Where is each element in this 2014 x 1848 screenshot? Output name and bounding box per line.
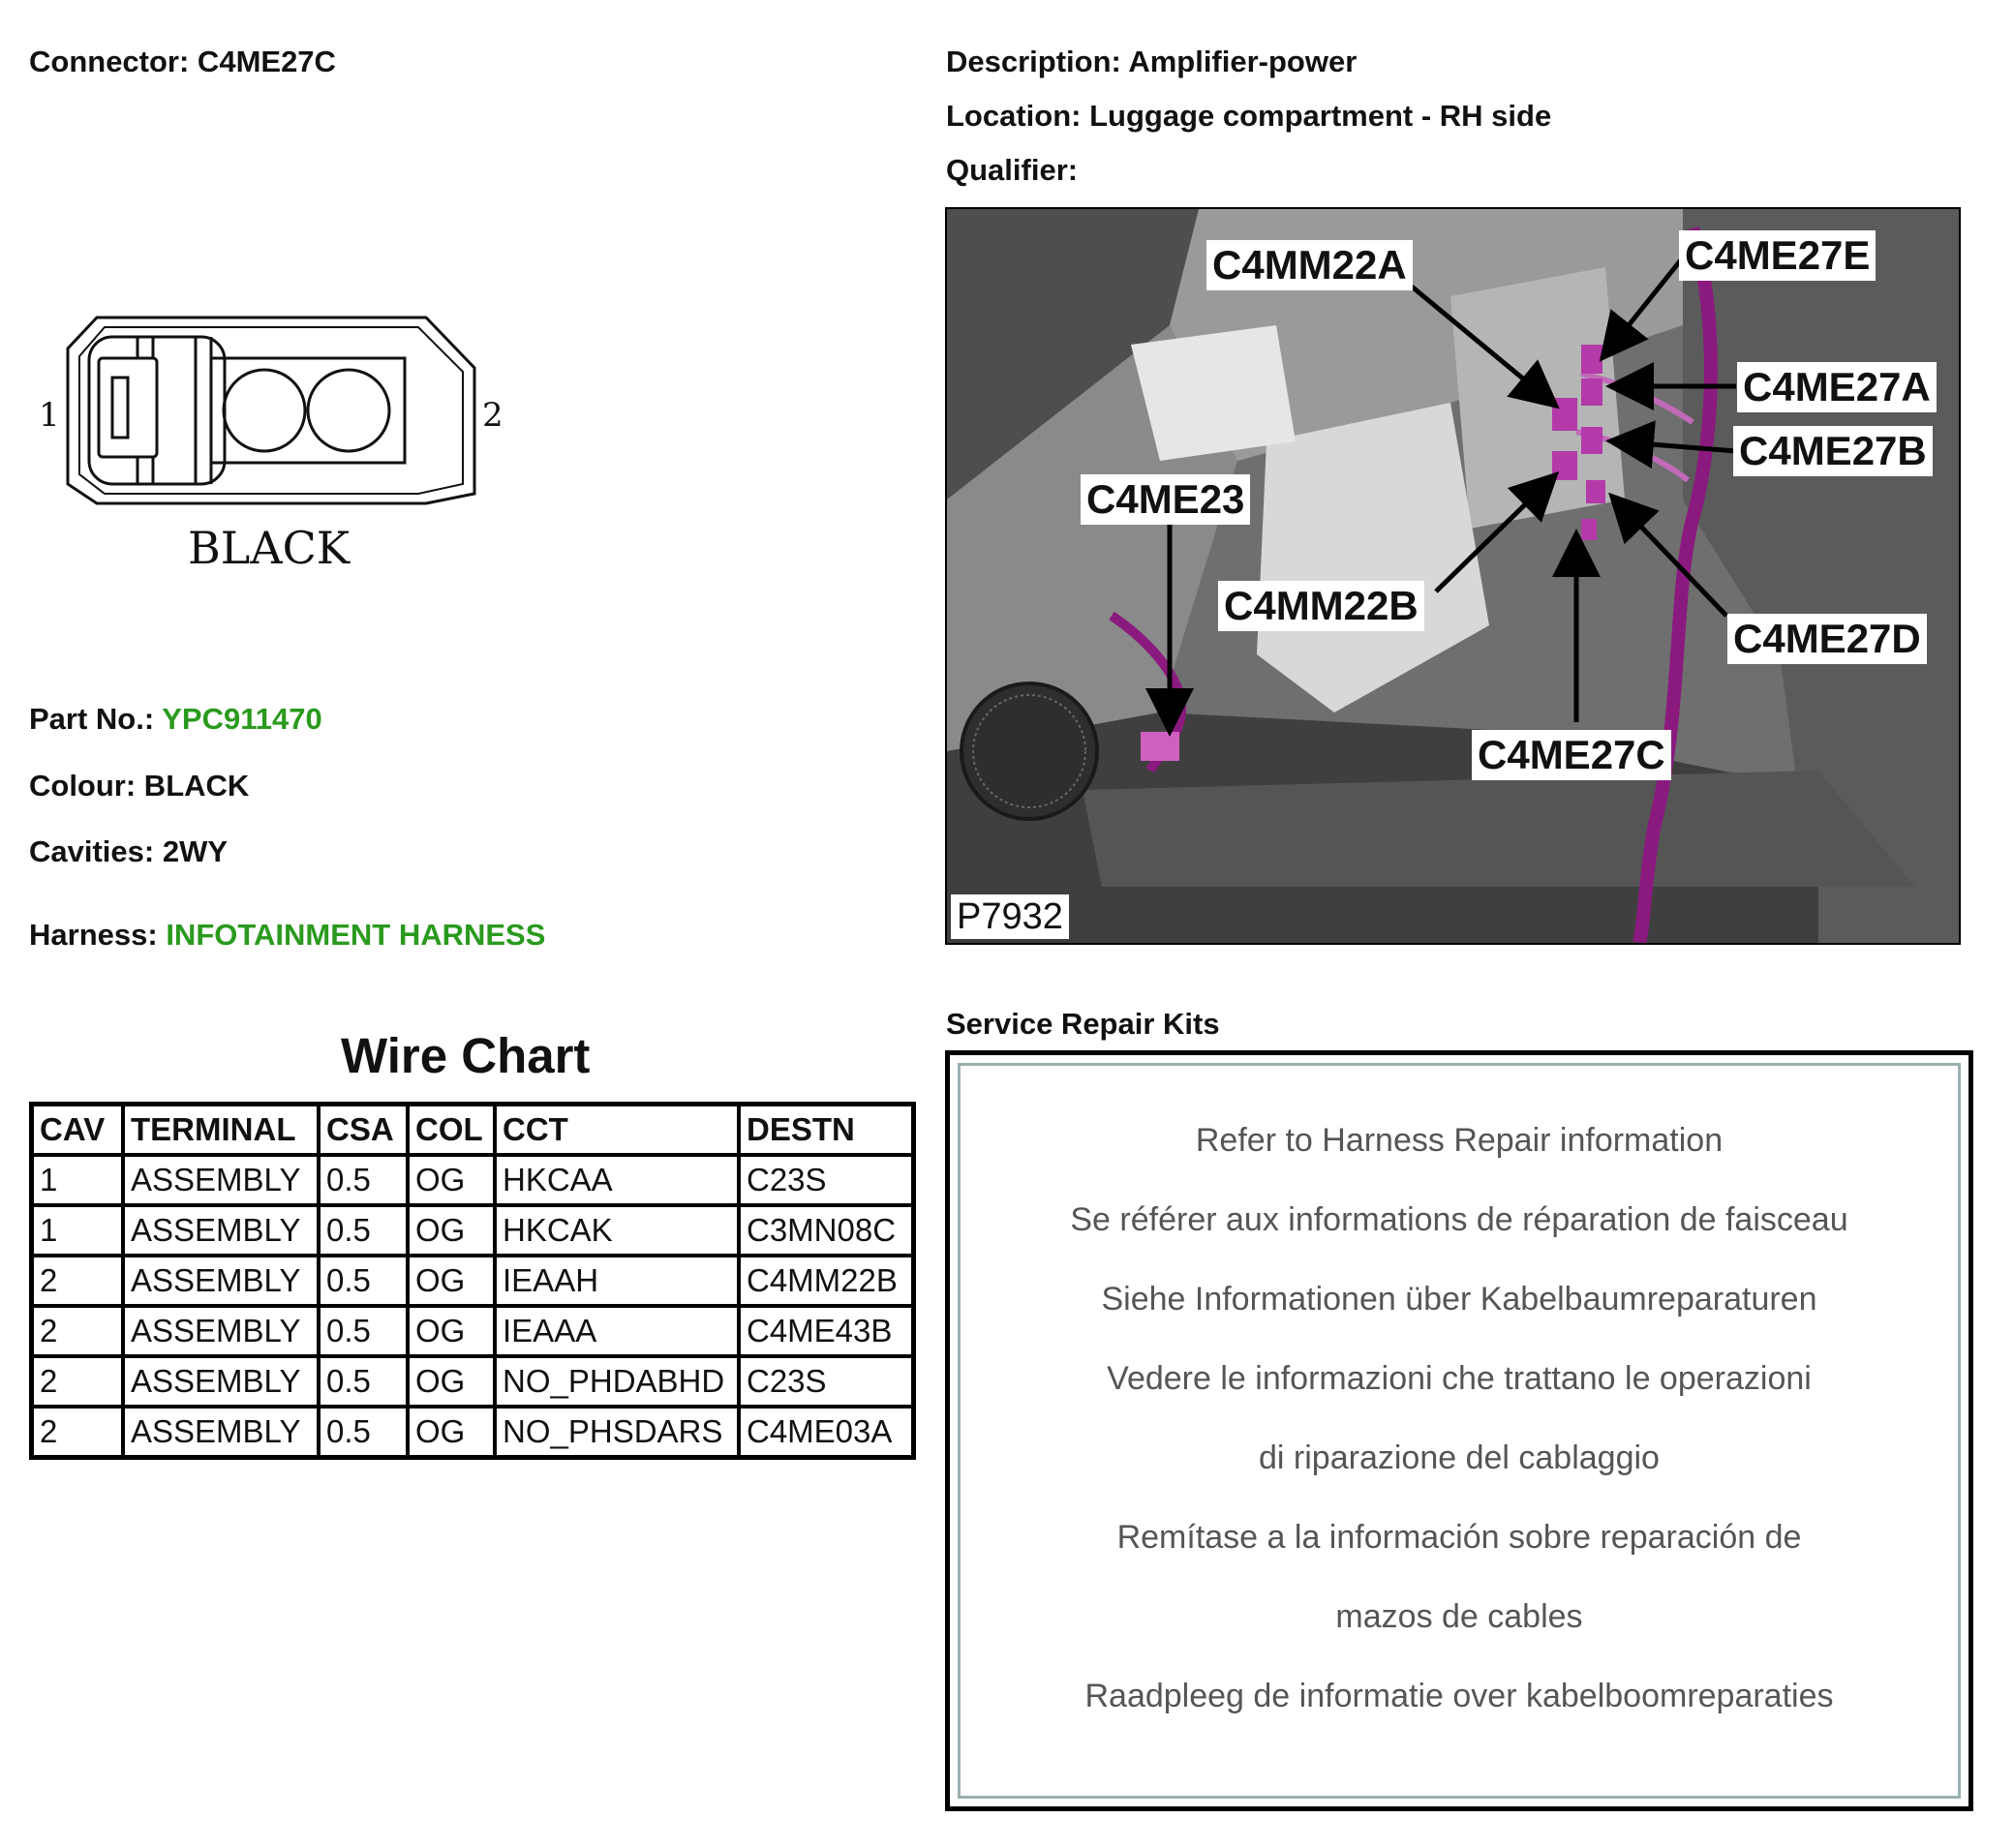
figure-id: P7932 bbox=[951, 894, 1069, 939]
srk-line: Remítase a la información sobre reparación de bbox=[1116, 1519, 1802, 1556]
col-header-cct: CCT bbox=[495, 1105, 739, 1156]
colour-label: Colour: BLACK bbox=[29, 769, 250, 803]
cell-csa: 0.5 bbox=[319, 1407, 408, 1458]
col-header-cav: CAV bbox=[32, 1105, 124, 1156]
cell-csa: 0.5 bbox=[319, 1155, 408, 1205]
cell-cct: IEAAA bbox=[495, 1306, 739, 1356]
callout-c4me27c: C4ME27C bbox=[1472, 730, 1671, 780]
cavity-1 bbox=[224, 370, 305, 451]
harness-row bbox=[29, 918, 545, 953]
cell-terminal: ASSEMBLY bbox=[123, 1356, 319, 1407]
srk-line: mazos de cables bbox=[1335, 1598, 1583, 1635]
cell-terminal: ASSEMBLY bbox=[123, 1205, 319, 1256]
part-no-label: Part No.: bbox=[29, 702, 155, 736]
cell-terminal: ASSEMBLY bbox=[123, 1256, 319, 1306]
connector-colour-text: BLACK bbox=[188, 522, 351, 574]
cell-csa: 0.5 bbox=[319, 1306, 408, 1356]
callout-c4mm22b: C4MM22B bbox=[1218, 581, 1424, 631]
qualifier-label: Qualifier: bbox=[946, 153, 1079, 187]
connector-c4me27d bbox=[1586, 480, 1605, 503]
cell-csa: 0.5 bbox=[319, 1205, 408, 1256]
harness-label: Harness: bbox=[29, 918, 158, 952]
callout-c4mm22a: C4MM22A bbox=[1206, 240, 1413, 290]
cell-cav: 2 bbox=[32, 1306, 124, 1356]
cell-csa: 0.5 bbox=[319, 1256, 408, 1306]
cell-col: OG bbox=[408, 1155, 495, 1205]
wire-chart-header-row bbox=[32, 1105, 914, 1156]
wire-chart-title: Wire Chart bbox=[341, 1028, 591, 1083]
table-row bbox=[32, 1306, 914, 1356]
table-row bbox=[32, 1407, 914, 1458]
table-row bbox=[32, 1256, 914, 1306]
cell-col: OG bbox=[408, 1356, 495, 1407]
callout-c4me27b: C4ME27B bbox=[1733, 426, 1933, 476]
cavities-label: Cavities: 2WY bbox=[29, 834, 229, 868]
cavity-2 bbox=[308, 370, 389, 451]
cell-cav: 1 bbox=[32, 1155, 124, 1205]
srk-line: di riparazione del cablaggio bbox=[1259, 1439, 1660, 1476]
srk-line: Vedere le informazioni che trattano le operazioni bbox=[1107, 1360, 1812, 1397]
cell-cav: 2 bbox=[32, 1356, 124, 1407]
table-row bbox=[32, 1205, 914, 1256]
callout-c4me27d: C4ME27D bbox=[1727, 614, 1927, 664]
connector-c4me27a bbox=[1581, 379, 1602, 406]
cell-destn: C23S bbox=[739, 1155, 914, 1205]
col-header-col: COL bbox=[408, 1105, 495, 1156]
description-label: Description: Amplifier-power bbox=[946, 45, 1358, 78]
connector-c4me23 bbox=[1141, 732, 1179, 761]
callout-c4me27e: C4ME27E bbox=[1679, 230, 1876, 281]
cell-terminal: ASSEMBLY bbox=[123, 1306, 319, 1356]
pin-1-label: 1 bbox=[39, 396, 60, 435]
connector-c4mm22a bbox=[1552, 398, 1577, 431]
cell-destn: C3MN08C bbox=[739, 1205, 914, 1256]
cell-cav: 2 bbox=[32, 1256, 124, 1306]
service-repair-kits-box bbox=[945, 1050, 1973, 1811]
srk-line: Refer to Harness Repair information bbox=[1195, 1122, 1724, 1159]
cell-destn: C4MM22B bbox=[739, 1256, 914, 1306]
cell-destn: C4ME03A bbox=[739, 1407, 914, 1458]
cell-cct: NO_PHSDARS bbox=[495, 1407, 739, 1458]
cell-cct: HKCAK bbox=[495, 1205, 739, 1256]
col-header-destn: DESTN bbox=[739, 1105, 914, 1156]
cell-col: OG bbox=[408, 1205, 495, 1256]
cell-destn: C23S bbox=[739, 1356, 914, 1407]
connector-c4me27e bbox=[1581, 345, 1602, 374]
location-label: Location: Luggage compartment - RH side bbox=[946, 99, 1552, 133]
cell-terminal: ASSEMBLY bbox=[123, 1407, 319, 1458]
table-row bbox=[32, 1356, 914, 1407]
srk-line: Se référer aux informations de réparation de faisceau bbox=[1070, 1201, 1848, 1238]
connector-face-diagram bbox=[29, 310, 533, 581]
col-header-terminal: TERMINAL bbox=[123, 1105, 319, 1156]
cell-csa: 0.5 bbox=[319, 1356, 408, 1407]
service-repair-kits-title: Service Repair Kits bbox=[946, 1007, 1220, 1041]
cell-cct: IEAAH bbox=[495, 1256, 739, 1306]
connector-c4me27c bbox=[1581, 519, 1597, 540]
cell-col: OG bbox=[408, 1407, 495, 1458]
col-header-csa: CSA bbox=[319, 1105, 408, 1156]
connector-c4me27b bbox=[1581, 427, 1602, 454]
cell-col: OG bbox=[408, 1306, 495, 1356]
cell-terminal: ASSEMBLY bbox=[123, 1155, 319, 1205]
srk-line: Siehe Informationen über Kabelbaumreparaturen bbox=[1101, 1281, 1817, 1318]
srk-line: Raadpleeg de informatie over kabelboomreparaties bbox=[1084, 1678, 1834, 1714]
cell-cct: NO_PHDABHD bbox=[495, 1356, 739, 1407]
part-no-link[interactable]: YPC911470 bbox=[162, 702, 322, 736]
latch-slot bbox=[112, 378, 128, 438]
wire-chart-table bbox=[29, 1102, 916, 1460]
callout-c4me27a: C4ME27A bbox=[1737, 362, 1937, 412]
connector-label: Connector: C4ME27C bbox=[29, 45, 336, 78]
harness-link[interactable]: INFOTAINMENT HARNESS bbox=[166, 918, 546, 952]
pin-2-label: 2 bbox=[482, 396, 504, 435]
luggage-compartment-illustration bbox=[947, 209, 1959, 943]
cell-cct: HKCAA bbox=[495, 1155, 739, 1205]
cell-col: OG bbox=[408, 1256, 495, 1306]
callout-c4me23: C4ME23 bbox=[1081, 474, 1250, 525]
cell-cav: 1 bbox=[32, 1205, 124, 1256]
location-photo bbox=[945, 207, 1961, 945]
cell-destn: C4ME43B bbox=[739, 1306, 914, 1356]
part-no-row bbox=[29, 702, 322, 737]
connector-c4mm22b bbox=[1552, 451, 1577, 480]
cell-cav: 2 bbox=[32, 1407, 124, 1458]
table-row bbox=[32, 1155, 914, 1205]
